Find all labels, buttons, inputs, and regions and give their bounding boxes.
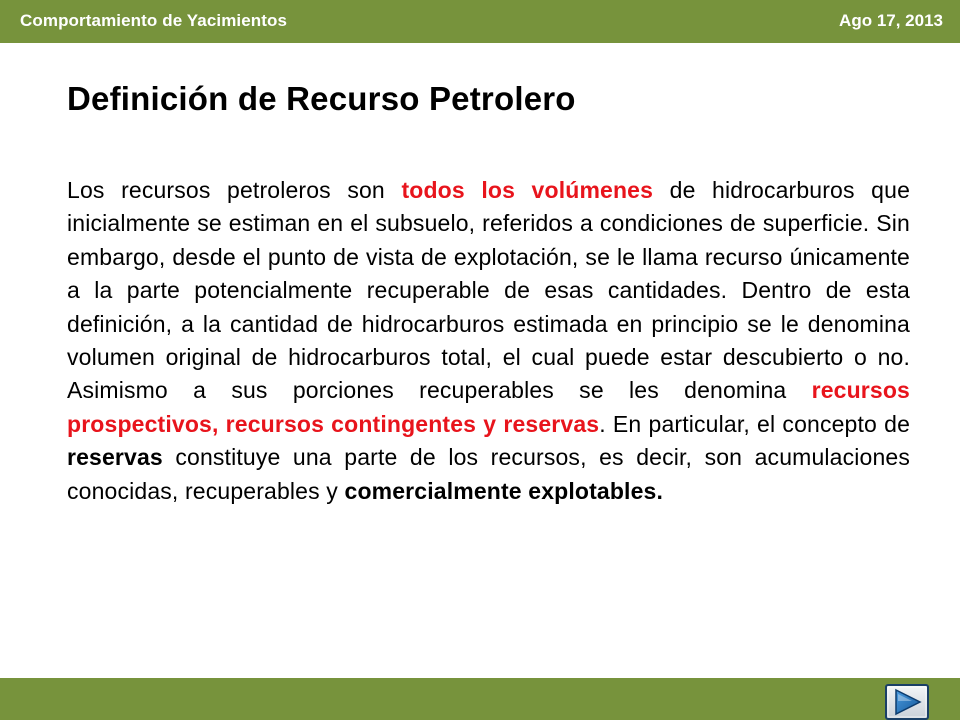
text-segment: . En particular, el concepto de xyxy=(599,410,911,437)
highlight-resource-types: recursos prospectivos, recursos contingentes y reservas xyxy=(67,377,910,437)
next-slide-button[interactable] xyxy=(885,684,929,720)
slide-title: Definición de Recurso Petrolero xyxy=(67,80,576,117)
text-segment: Los recursos petroleros son xyxy=(67,177,402,203)
slide-date: Ago 17, 2013 xyxy=(839,11,943,30)
play-next-icon xyxy=(885,684,929,720)
text-segment: de hidrocarburos que inicialmente se estiman en el subsuelo, referidos a condiciones de superficie. Sin embargo, desde el punto de vista de explotación, se le llama recurso únicamente a la parte potencialmente recuperable de esas cantidades. Dentro de esta definición, a la cantidad de hidrocarburos estimada en principio se le denomina volumen original de hidrocarburos total, el cual puede estar descubierto o no. Asimismo a sus porciones recuperables se les denomina xyxy=(67,177,911,404)
text-segment: constituye una parte de los recursos, es decir, son acumulaciones conocidas, recuperables y xyxy=(67,444,910,504)
definition-paragraph xyxy=(67,174,910,508)
header-bar xyxy=(0,0,960,43)
bold-reserves: reservas xyxy=(67,444,163,471)
footer-bar xyxy=(0,678,960,720)
highlight-all-volumes: todos los volúmenes xyxy=(401,177,654,203)
course-title: Comportamiento de Yacimientos xyxy=(20,11,288,30)
bold-commercially-exploitable: comercialmente explotables. xyxy=(344,477,664,504)
